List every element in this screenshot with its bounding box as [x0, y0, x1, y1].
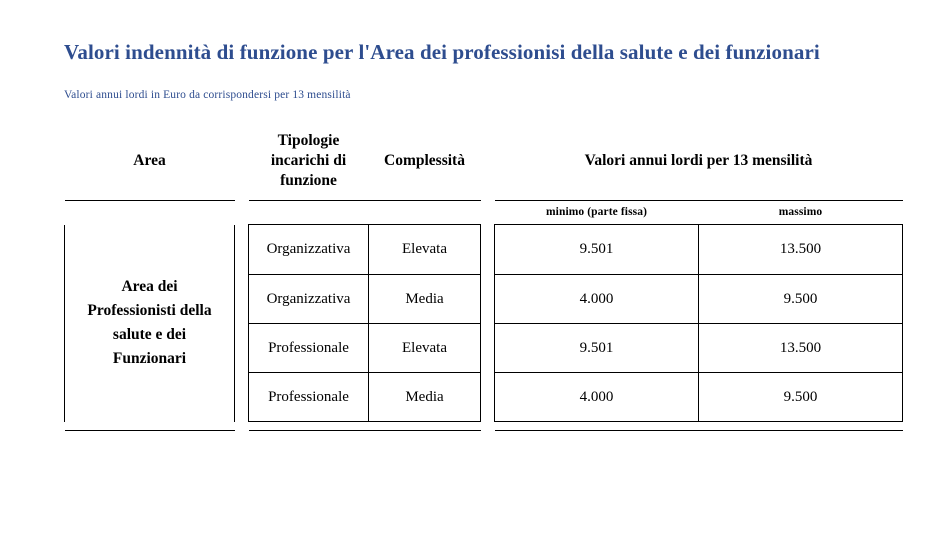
spacer [481, 201, 495, 225]
spacer [235, 125, 249, 200]
cell-tipologia: Organizzativa [249, 225, 369, 274]
spacer [481, 225, 495, 274]
spacer [481, 274, 495, 323]
indennita-table [64, 125, 903, 431]
header-area: Area [133, 151, 166, 169]
cell-minimo: 4.000 [495, 373, 699, 422]
subheader-area-empty [65, 201, 235, 225]
bottom-rule-area [65, 422, 235, 432]
bottom-rule-tipologie [249, 422, 481, 432]
table-row [65, 225, 903, 274]
cell-massimo: 9.500 [699, 274, 903, 323]
cell-minimo: 9.501 [495, 323, 699, 372]
header-valori: Valori annui lordi per 13 mensilità [584, 151, 813, 169]
spacer [481, 125, 495, 200]
spacer [481, 323, 495, 372]
cell-minimo: 9.501 [495, 225, 699, 274]
spacer [481, 373, 495, 422]
spacer [235, 201, 249, 225]
spacer [481, 422, 495, 432]
cell-massimo: 13.500 [699, 225, 903, 274]
cell-tipologia: Professionale [249, 323, 369, 372]
cell-minimo: 4.000 [495, 274, 699, 323]
table-subheader-row [65, 201, 903, 225]
spacer [235, 422, 249, 432]
cell-tipologia: Organizzativa [249, 274, 369, 323]
subheader-massimo: massimo [778, 206, 823, 219]
header-complessita: Complessità [384, 151, 465, 169]
page-title: Valori indennità di funzione per l'Area dei professionisi della salute e dei funzionari [64, 40, 820, 64]
cell-complessita: Elevata [369, 323, 481, 372]
spacer [235, 225, 249, 274]
bottom-rule-row [65, 422, 903, 432]
cell-complessita: Elevata [369, 225, 481, 274]
cell-complessita: Media [369, 373, 481, 422]
cell-massimo: 13.500 [699, 323, 903, 372]
page-subtitle: Valori annui lordi in Euro da corrispondersi per 13 mensilità [64, 88, 351, 101]
subheader-minimo: minimo (parte fissa) [545, 206, 647, 219]
table-header-row [65, 125, 903, 200]
cell-complessita: Media [369, 274, 481, 323]
cell-massimo: 9.500 [699, 373, 903, 422]
cell-tipologia: Professionale [249, 373, 369, 422]
subheader-tipologie-empty [249, 201, 481, 225]
header-tipologie: Tipologie incarichi di funzione [270, 131, 347, 189]
bottom-rule-valori [495, 422, 903, 432]
spacer [235, 274, 249, 323]
spacer [235, 323, 249, 372]
spacer [235, 373, 249, 422]
area-label-cell: Area dei Professionisti della salute e dei Funzionari [65, 225, 235, 422]
